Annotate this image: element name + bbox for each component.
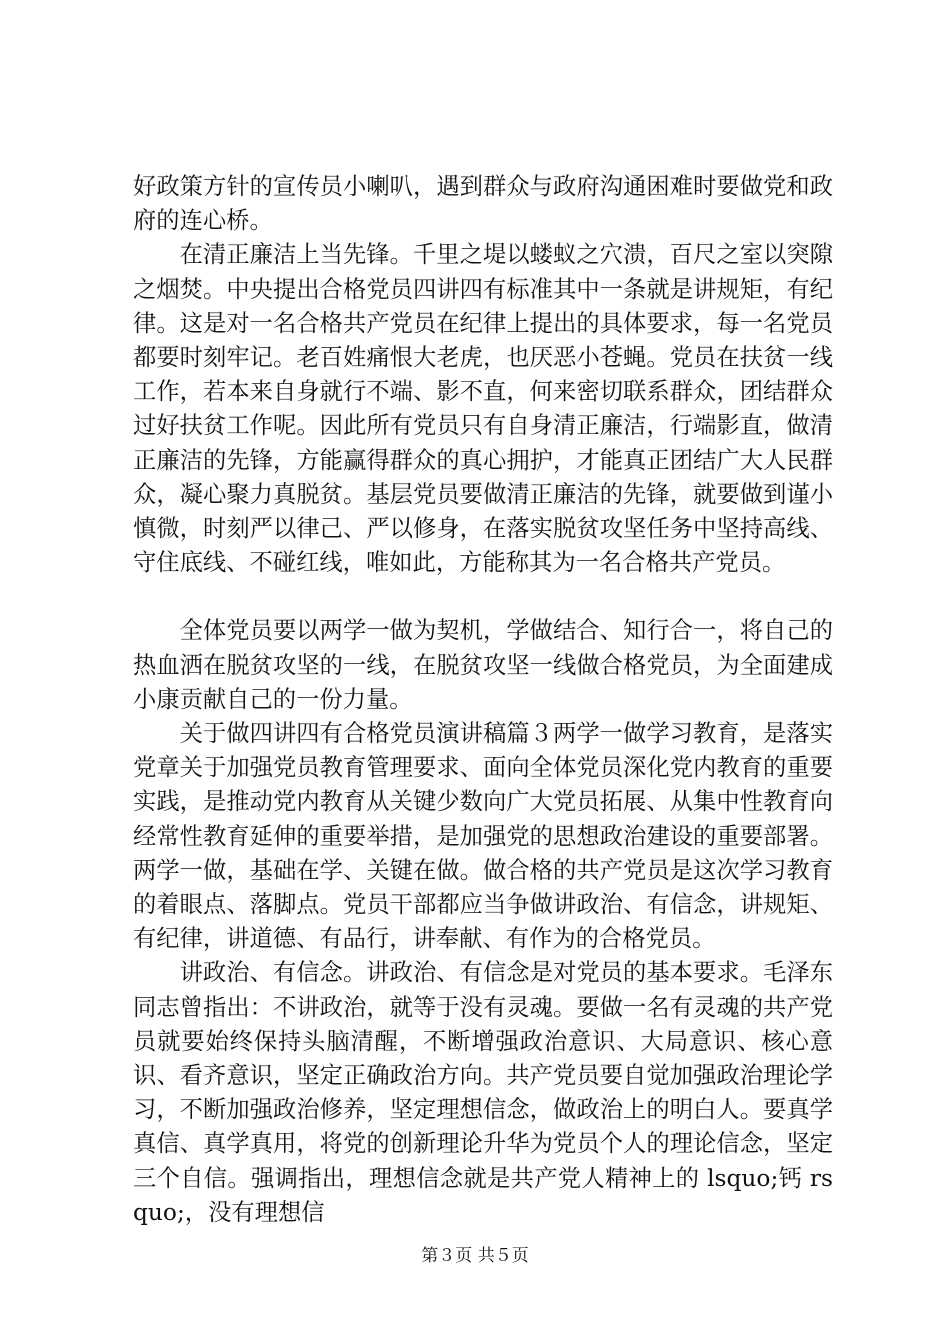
paragraph-politics-belief: 讲政治、有信念。讲政治、有信念是对党员的基本要求。毛泽东同志曾指出：不讲政治，就等于没有灵魂。要做一名有灵魂的共产党员就要始终保持头脑清醒，不断增强政治意识、大局意识、核心意识、看齐意识，坚定正确政治方向。共产党员要自觉加强政治理论学习，不断加强政治修养，坚定理想信念，做政治上的明白人。要真学真信、真学真用，将党的创新理论升华为党员个人的理论信念，坚定三个自信。强调指出，理想信念就是共产党人精神上的 lsquo;钙 rsquo;，没有理想信 <box>133 959 833 1226</box>
paragraph-continuation: 好政策方针的宣传员小喇叭，遇到群众与政府沟通困难时要做党和政府的连心桥。 <box>133 173 833 235</box>
paragraph-speech-part-3: 关于做四讲四有合格党员演讲稿篇３两学一做学习教育，是落实党章关于加强党员教育管理要求、面向全体党员深化党内教育的重要实践，是推动党内教育从关键少数向广大党员拓展、从集中性教育向经常性教育延伸的重要举措，是加强党的思想政治建设的重要部署。两学一做，基础在学、关键在做。做合格的共产党员是这次学习教育的着眼点、落脚点。党员干部都应当争做讲政治、有信念，讲规矩、有纪律，讲道德、有品行，讲奉献、有作为的合格党员。 <box>133 720 833 953</box>
paragraph-gap <box>133 580 833 614</box>
document-body <box>133 170 833 1230</box>
page-number-footer: 第３页 共５页 <box>421 1246 529 1266</box>
paragraph-all-members: 全体党员要以两学一做为契机，学做结合、知行合一，将自己的热血洒在脱贫攻坚的一线，在脱贫攻坚一线做合格党员，为全面建成小康贡献自己的一份力量。 <box>133 617 833 713</box>
paragraph-integrity: 在清正廉洁上当先锋。千里之堤以蝼蚁之穴溃，百尺之室以突隙之烟焚。中央提出合格党员四讲四有标准其中一条就是讲规矩，有纪律。这是对一名合格共产党员在纪律上提出的具体要求，每一名党员都要时刻牢记。老百姓痛恨大老虎，也厌恶小苍蝇。党员在扶贫一线工作，若本来自身就行不端、影不直，何来密切联系群众，团结群众过好扶贫工作呢。因此所有党员只有自身清正廉洁，行端影直，做清正廉洁的先锋，方能赢得群众的真心拥护，才能真正团结广大人民群众，凝心聚力真脱贫。基层党员要做清正廉洁的先锋，就要做到谨小慎微，时刻严以律己、严以修身，在落实脱贫攻坚任务中坚持高线、守住底线、不碰红线，唯如此，方能称其为一名合格共产党员。 <box>133 241 833 577</box>
